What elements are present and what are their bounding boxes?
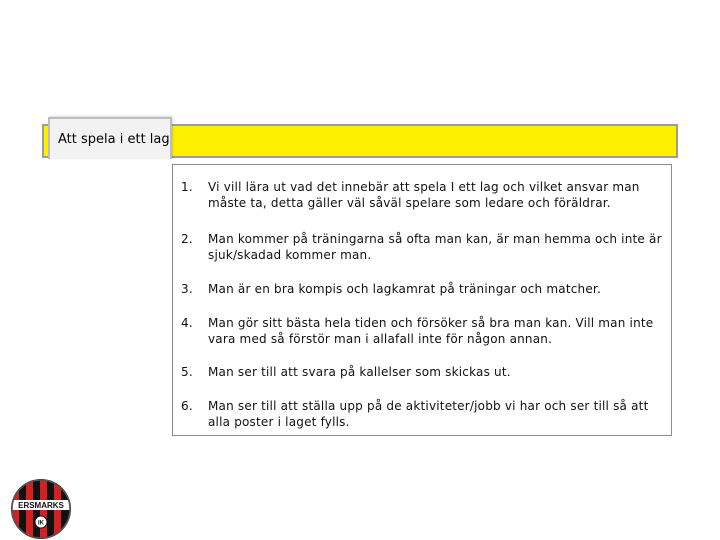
item-text: Man gör sitt bästa hela tiden och försöker så bra man kan. Vill man inte vara med så förstör man i allafall inte för någon annan. [208, 316, 654, 346]
club-logo [10, 478, 72, 540]
item-number: 6. [181, 399, 193, 413]
item-number: 1. [181, 180, 193, 194]
list-item [181, 231, 663, 263]
rules-list [172, 164, 672, 436]
item-number: 3. [181, 282, 193, 296]
item-text: Man ser till att ställa upp på de aktiviteter/jobb vi har och ser till så att alla poster i laget fylls. [208, 399, 649, 429]
logo-text: ERSMARKS [18, 501, 64, 510]
item-text: Vi vill lära ut vad det innebär att spela I ett lag och vilket ansvar man måste ta, detta gäller väl såväl spelare som ledare och föräldrar. [208, 180, 640, 210]
item-number: 2. [181, 232, 193, 246]
item-number: 4. [181, 316, 193, 330]
logo-badge: IK [38, 520, 44, 527]
list-item [181, 315, 663, 347]
item-number: 5. [181, 365, 193, 379]
item-text: Man kommer på träningarna så ofta man kan, är man hemma och inte är sjuk/skadad kommer man. [208, 232, 662, 262]
list-item [181, 398, 663, 430]
list-item [181, 281, 663, 297]
item-text: Man ser till att svara på kallelser som skickas ut. [208, 365, 511, 379]
item-text: Man är en bra kompis och lagkamrat på träningar och matcher. [208, 282, 601, 296]
list-item [181, 364, 663, 380]
slide-title: Att spela i ett lag [48, 117, 172, 159]
list-item [181, 179, 663, 211]
